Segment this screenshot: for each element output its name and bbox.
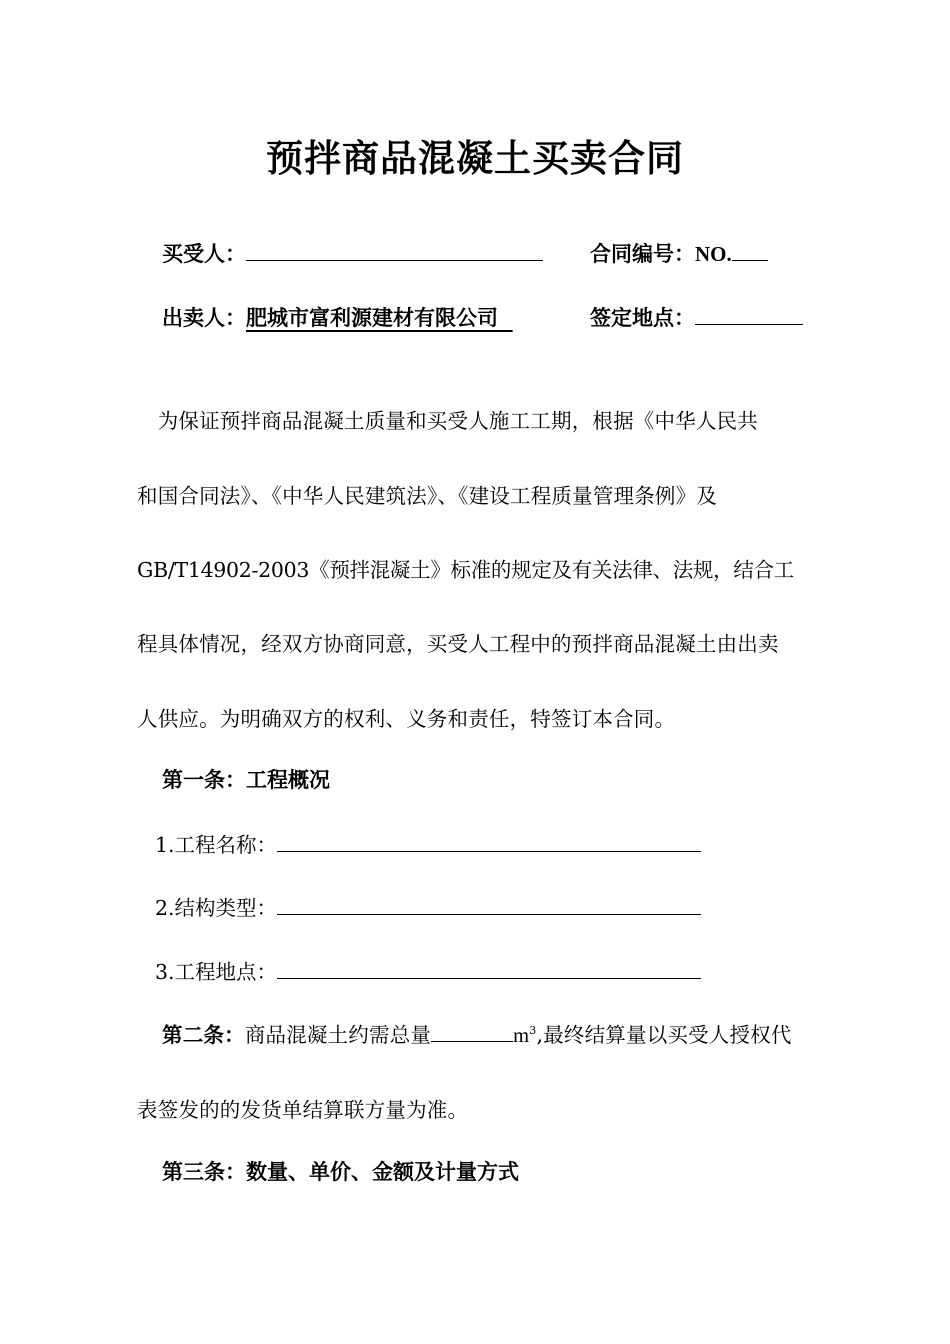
seller-row [162,302,513,332]
article1-heading: 第一条：工程概况 [162,767,330,792]
contract-no-row [590,238,768,268]
total-volume-blank[interactable] [431,1021,513,1042]
contract-no-value: NO. [695,242,732,266]
structure-type-label: 2.结构类型： [155,896,278,920]
sign-place-label: 签定地点： [590,305,695,330]
project-location-label: 3.工程地点： [155,960,278,984]
article3-heading: 第三条：数量、单价、金额及计量方式 [162,1159,519,1184]
sign-place-row [590,302,803,332]
intro-line-5: 人供应。为明确双方的权利、义务和责任，特签订本合同。 [137,707,676,731]
article2-heading: 第二条： [162,1023,245,1047]
article1-item-2 [155,891,701,921]
article2-line-2: 表签发的的发货单结算联方量为准。 [137,1098,469,1122]
project-name-blank[interactable] [277,831,701,852]
intro-line-1: 为保证预拌商品混凝土质量和买受人施工工期，根据《中华人民共 [137,409,758,433]
seller-underline-tail [498,305,513,330]
article1-item-1 [155,828,701,858]
sign-place-blank[interactable] [695,304,803,325]
project-name-label: 1.工程名称： [155,833,278,857]
article2-line-1 [162,1018,852,1048]
intro-line-2: 和国合同法》、《中华人民建筑法》、《建设工程质量管理条例》及 [137,484,717,508]
structure-type-blank[interactable] [277,894,701,915]
article1-item-3 [155,955,701,985]
contract-no-blank[interactable] [732,240,768,261]
document-title: 预拌商品混凝土买卖合同 [266,136,684,180]
seller-label: 出卖人： [162,305,246,330]
buyer-row [162,238,543,268]
intro-line-4: 程具体情况，经双方协商同意，买受人工程中的预拌商品混凝土由出卖 [137,632,779,656]
volume-unit: m [513,1025,530,1047]
buyer-blank[interactable] [246,240,543,261]
buyer-label: 买受人： [162,241,246,266]
article2-text-after: ,最终结算量以买受人授权代 [536,1023,792,1047]
contract-no-label: 合同编号： [590,241,695,266]
intro-line-3: GB/T14902-2003《预拌混凝土》标准的规定及有关法律、法规，结合工 [137,558,794,582]
volume-unit-sup: 3 [529,1024,537,1038]
project-location-blank[interactable] [277,958,701,979]
article2-text-before: 商品混凝土约需总量 [244,1023,432,1047]
seller-value: 肥城市富利源建材有限公司 [246,305,498,330]
